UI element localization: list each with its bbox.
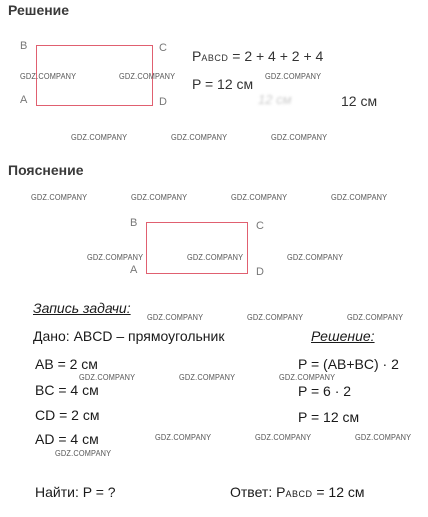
solution-step-3: P = 12 см xyxy=(298,409,360,425)
vertex-d-label: D xyxy=(159,96,167,108)
blurred-scribble: 12 см xyxy=(258,92,292,107)
watermark: GDZ.COMPANY xyxy=(179,373,236,382)
watermark: GDZ.COMPANY xyxy=(355,433,412,442)
vertex-b-label: B xyxy=(20,40,28,52)
vertex-c-label: C xyxy=(159,42,167,54)
watermark: GDZ.COMPANY xyxy=(31,193,88,202)
side-length-label: 12 см xyxy=(341,93,378,109)
watermark: GDZ.COMPANY xyxy=(171,133,228,142)
perimeter-formula-sum: PABCD = 2 + 4 + 2 + 4 xyxy=(192,48,324,64)
watermark: GDZ.COMPANY xyxy=(20,72,77,81)
watermark: GDZ.COMPANY xyxy=(155,433,212,442)
watermark: GDZ.COMPANY xyxy=(187,253,244,262)
watermark: GDZ.COMPANY xyxy=(231,193,288,202)
explanation-rectangle xyxy=(146,222,248,274)
side-ab: AB = 2 см xyxy=(35,356,98,372)
perimeter-result: P = 12 см xyxy=(192,76,254,92)
side-cd: CD = 2 см xyxy=(35,407,100,423)
watermark: GDZ.COMPANY xyxy=(71,133,128,142)
watermark: GDZ.COMPANY xyxy=(247,313,304,322)
watermark: GDZ.COMPANY xyxy=(87,253,144,262)
watermark: GDZ.COMPANY xyxy=(279,373,336,382)
watermark: GDZ.COMPANY xyxy=(331,193,388,202)
watermark: GDZ.COMPANY xyxy=(119,72,176,81)
side-bc: BC = 4 см xyxy=(35,382,99,398)
vertex-a-label: A xyxy=(20,94,28,106)
given-statement: Дано: ABCD – прямоугольник xyxy=(33,328,225,344)
vertex-d-label-2: D xyxy=(256,266,264,278)
watermark: GDZ.COMPANY xyxy=(271,133,328,142)
answer-statement: Ответ: PABCD = 12 см xyxy=(230,484,365,500)
watermark: GDZ.COMPANY xyxy=(347,313,404,322)
vertex-c-label-2: C xyxy=(256,220,264,232)
watermark: GDZ.COMPANY xyxy=(131,193,188,202)
solution-step-2: P = 6 · 2 xyxy=(298,383,352,399)
solution-subtitle: Решение: xyxy=(311,328,375,344)
side-ad: AD = 4 см xyxy=(35,431,99,447)
watermark: GDZ.COMPANY xyxy=(265,72,322,81)
solution-step-1: P = (AB+BC) · 2 xyxy=(298,356,399,372)
solution-heading: Решение xyxy=(8,2,70,18)
watermark: GDZ.COMPANY xyxy=(55,449,112,458)
task-record-title: Запись задачи: xyxy=(33,300,131,316)
vertex-a-label-2: A xyxy=(130,264,138,276)
find-statement: Найти: P = ? xyxy=(35,484,116,500)
vertex-b-label-2: B xyxy=(130,217,138,229)
watermark: GDZ.COMPANY xyxy=(147,313,204,322)
explanation-heading: Пояснение xyxy=(8,162,84,178)
watermark: GDZ.COMPANY xyxy=(79,373,136,382)
watermark: GDZ.COMPANY xyxy=(287,253,344,262)
watermark: GDZ.COMPANY xyxy=(255,433,312,442)
